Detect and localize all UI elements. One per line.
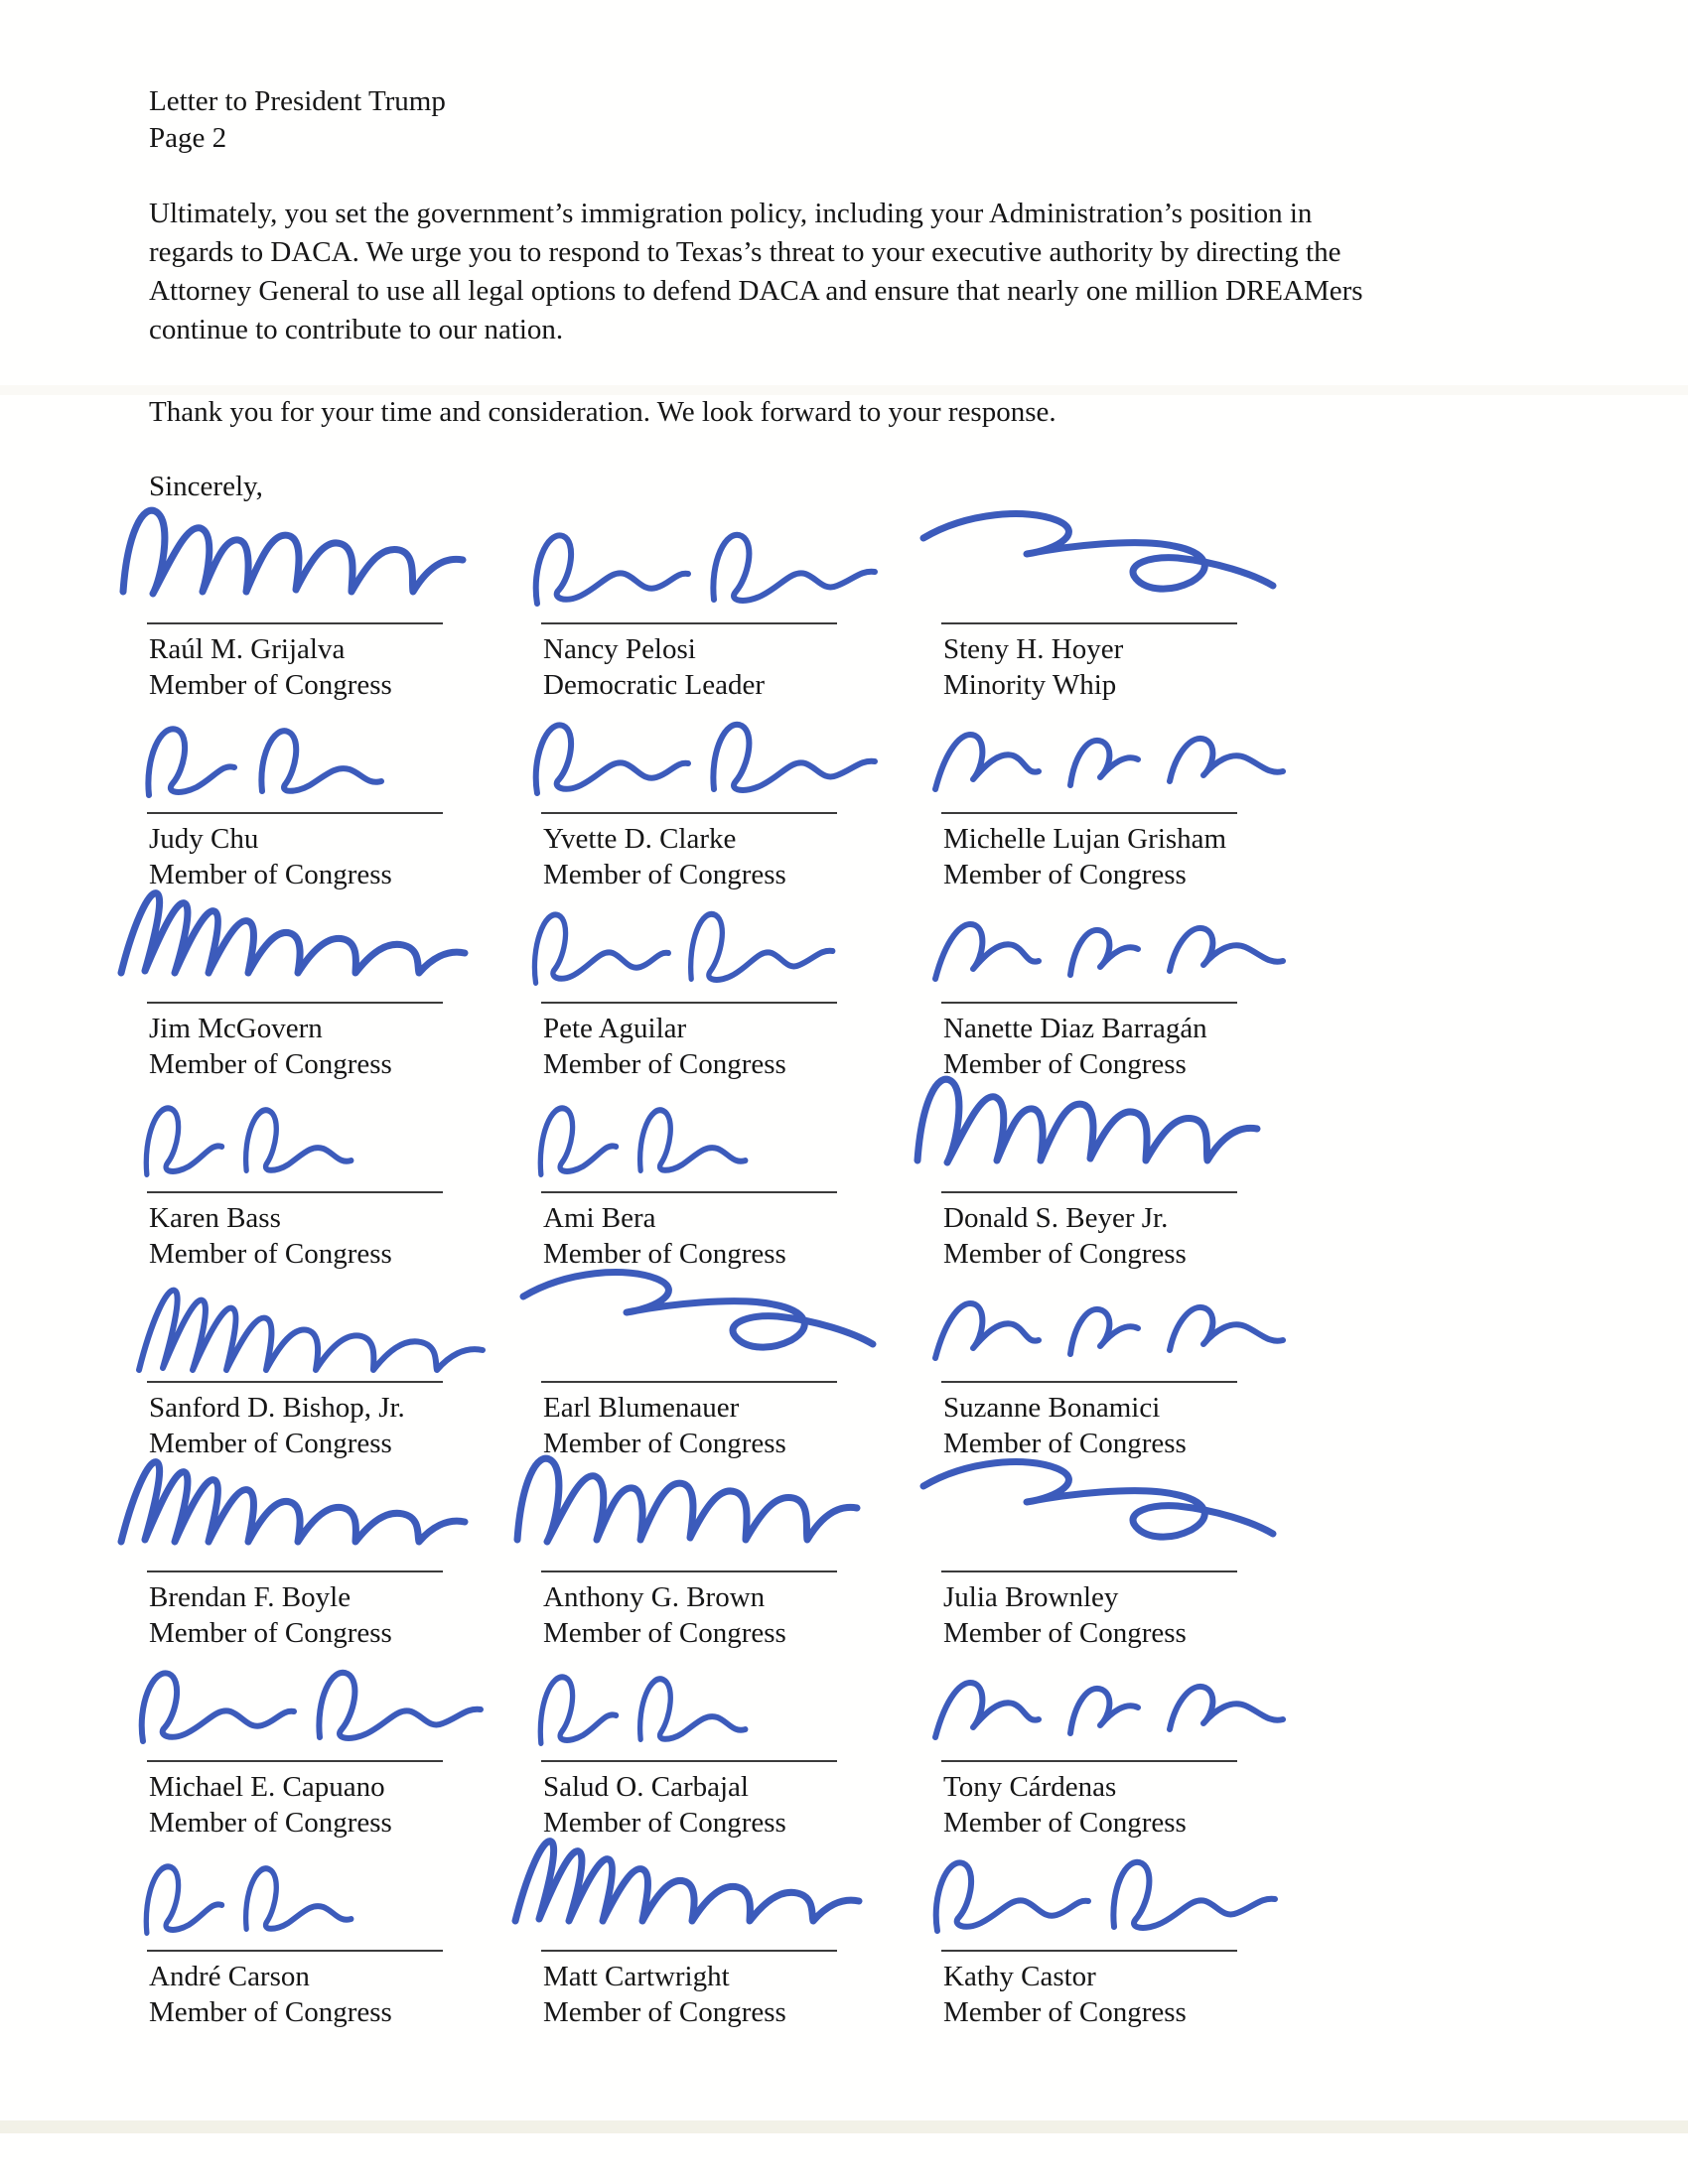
signer-name: Suzanne Bonamici	[943, 1392, 1161, 1424]
letter-header-title: Letter to President Trump	[149, 85, 446, 117]
signer-name: Nanette Diaz Barragán	[943, 1013, 1207, 1044]
signature-line	[541, 812, 837, 814]
scan-artifact-band	[0, 385, 1688, 395]
signer-title: Democratic Leader	[543, 669, 765, 701]
signature-line	[147, 812, 443, 814]
signer-name: Julia Brownley	[943, 1581, 1119, 1613]
signature-block	[941, 1644, 1408, 1839]
signature-line	[147, 1002, 443, 1004]
signature-line	[541, 1950, 837, 1952]
signature-ink	[113, 494, 570, 623]
signature-ink	[113, 874, 570, 1003]
signer-title: Member of Congress	[149, 1807, 392, 1839]
signature-ink	[925, 1271, 1392, 1382]
signer-name: Matt Cartwright	[543, 1961, 730, 1992]
signer-title: Member of Congress	[149, 1617, 392, 1649]
signer-title: Member of Congress	[943, 1238, 1187, 1270]
signature-ink	[908, 494, 1374, 623]
paragraph-line: Attorney General to use all legal options to defend DACA and ensure that nearly one million DREAMers	[149, 275, 1363, 307]
signature-ink	[908, 1063, 1374, 1192]
signature-ink	[131, 1840, 472, 1951]
signer-name: Nancy Pelosi	[543, 633, 696, 665]
closing-salutation: Sincerely,	[149, 471, 263, 502]
signature-block	[941, 1834, 1408, 2028]
signature-line	[147, 622, 443, 624]
signature-ink	[525, 1081, 866, 1192]
signature-block	[147, 1644, 541, 1839]
signature-block	[541, 886, 941, 1080]
signer-title: Member of Congress	[149, 1428, 392, 1459]
scan-artifact-band	[0, 2120, 1688, 2133]
signature-line	[941, 1570, 1237, 1572]
signature-block	[941, 886, 1408, 1080]
signature-ink	[925, 1650, 1313, 1761]
signature-line	[541, 622, 837, 624]
signer-name: Yvette D. Clarke	[543, 823, 737, 855]
signer-title: Member of Congress	[943, 1428, 1187, 1459]
signature-block	[941, 506, 1408, 701]
signature-line	[541, 1191, 837, 1193]
signature-line	[541, 1760, 837, 1762]
signature-ink	[525, 512, 913, 623]
signer-title: Member of Congress	[543, 1807, 786, 1839]
signature-block	[941, 1454, 1408, 1649]
signature-block	[147, 506, 541, 701]
signature-ink	[925, 702, 1392, 813]
signature-grid	[147, 506, 1408, 2028]
signature-block	[541, 1265, 941, 1459]
signature-line	[147, 1760, 443, 1762]
signature-ink	[525, 891, 866, 1003]
signer-title: Member of Congress	[543, 1996, 786, 2028]
paragraph-line: Ultimately, you set the government’s immigration policy, including your Administration’s position in	[149, 198, 1313, 229]
signature-ink	[908, 1442, 1374, 1571]
body-paragraph-2: Thank you for your time and consideration. We look forward to your response.	[149, 396, 1056, 428]
signature-line	[541, 1570, 837, 1572]
signer-title: Member of Congress	[943, 859, 1187, 890]
signature-block	[147, 696, 541, 890]
signature-block	[541, 1834, 941, 2028]
page-number: Page 2	[149, 122, 227, 154]
signature-line	[941, 1760, 1237, 1762]
signer-name: Sanford D. Bishop, Jr.	[149, 1392, 405, 1424]
signature-line	[941, 1191, 1237, 1193]
signature-block	[147, 1075, 541, 1270]
signer-title: Member of Congress	[149, 859, 392, 890]
signature-block	[541, 1644, 941, 1839]
signature-line	[147, 1950, 443, 1952]
signer-title: Minority Whip	[943, 669, 1117, 701]
signature-ink	[525, 1650, 866, 1761]
signature-block	[147, 1834, 541, 2028]
signer-name: Michelle Lujan Grisham	[943, 823, 1227, 855]
signature-block	[941, 696, 1408, 890]
paragraph-line: regards to DACA. We urge you to respond to Texas’s threat to your executive authority by directing the	[149, 236, 1341, 268]
body-paragraph-1	[149, 195, 1363, 349]
signature-line	[147, 1191, 443, 1193]
signer-title: Member of Congress	[149, 1238, 392, 1270]
signature-block	[541, 506, 941, 701]
signer-name: Raúl M. Grijalva	[149, 633, 346, 665]
signature-line	[941, 1950, 1237, 1952]
signer-title: Member of Congress	[943, 1996, 1187, 2028]
signature-ink	[925, 891, 1392, 1003]
signature-ink	[507, 1442, 964, 1571]
signer-name: André Carson	[149, 1961, 310, 1992]
signer-name: Earl Blumenauer	[543, 1392, 740, 1424]
signature-ink	[507, 1253, 964, 1382]
signer-title: Member of Congress	[543, 859, 786, 890]
signature-line	[941, 812, 1237, 814]
signer-name: Judy Chu	[149, 823, 259, 855]
signer-title: Member of Congress	[943, 1807, 1187, 1839]
signature-line	[147, 1570, 443, 1572]
signer-name: Salud O. Carbajal	[543, 1771, 749, 1803]
signature-line	[541, 1002, 837, 1004]
signer-name: Pete Aguilar	[543, 1013, 687, 1044]
signature-block	[541, 1075, 941, 1270]
signature-line	[941, 1002, 1237, 1004]
signature-line	[147, 1381, 443, 1383]
signature-block	[147, 886, 541, 1080]
signer-name: Brendan F. Boyle	[149, 1581, 352, 1613]
signature-block	[941, 1075, 1408, 1270]
letter-header	[149, 83, 446, 157]
signature-block	[541, 1454, 941, 1649]
signature-block	[541, 696, 941, 890]
signature-line	[541, 1381, 837, 1383]
signature-ink	[113, 1442, 570, 1571]
signature-block	[147, 1454, 541, 1649]
signature-ink	[131, 1271, 518, 1382]
signature-block	[147, 1265, 541, 1459]
signer-title: Member of Congress	[543, 1238, 786, 1270]
signature-block	[941, 1265, 1408, 1459]
signer-title: Member of Congress	[543, 1617, 786, 1649]
signer-title: Member of Congress	[543, 1048, 786, 1080]
signature-line	[941, 622, 1237, 624]
signer-title: Member of Congress	[149, 669, 392, 701]
signer-name: Jim McGovern	[149, 1013, 323, 1044]
signature-line	[941, 1381, 1237, 1383]
signature-ink	[131, 1650, 518, 1761]
signer-title: Member of Congress	[943, 1048, 1187, 1080]
signer-name: Anthony G. Brown	[543, 1581, 766, 1613]
signer-title: Member of Congress	[543, 1428, 786, 1459]
signer-name: Michael E. Capuano	[149, 1771, 385, 1803]
signer-title: Member of Congress	[149, 1048, 392, 1080]
signer-name: Ami Bera	[543, 1202, 656, 1234]
signer-name: Karen Bass	[149, 1202, 281, 1234]
signature-ink	[131, 702, 518, 813]
signer-title: Member of Congress	[149, 1996, 392, 2028]
paragraph-line: continue to contribute to our nation.	[149, 314, 564, 345]
signature-ink	[131, 1081, 472, 1192]
signature-ink	[507, 1822, 964, 1951]
signer-name: Steny H. Hoyer	[943, 633, 1124, 665]
signer-name: Kathy Castor	[943, 1961, 1096, 1992]
signature-ink	[925, 1840, 1313, 1951]
signer-name: Tony Cárdenas	[943, 1771, 1117, 1803]
signature-ink	[525, 702, 913, 813]
signer-title: Member of Congress	[943, 1617, 1187, 1649]
signer-name: Donald S. Beyer Jr.	[943, 1202, 1169, 1234]
